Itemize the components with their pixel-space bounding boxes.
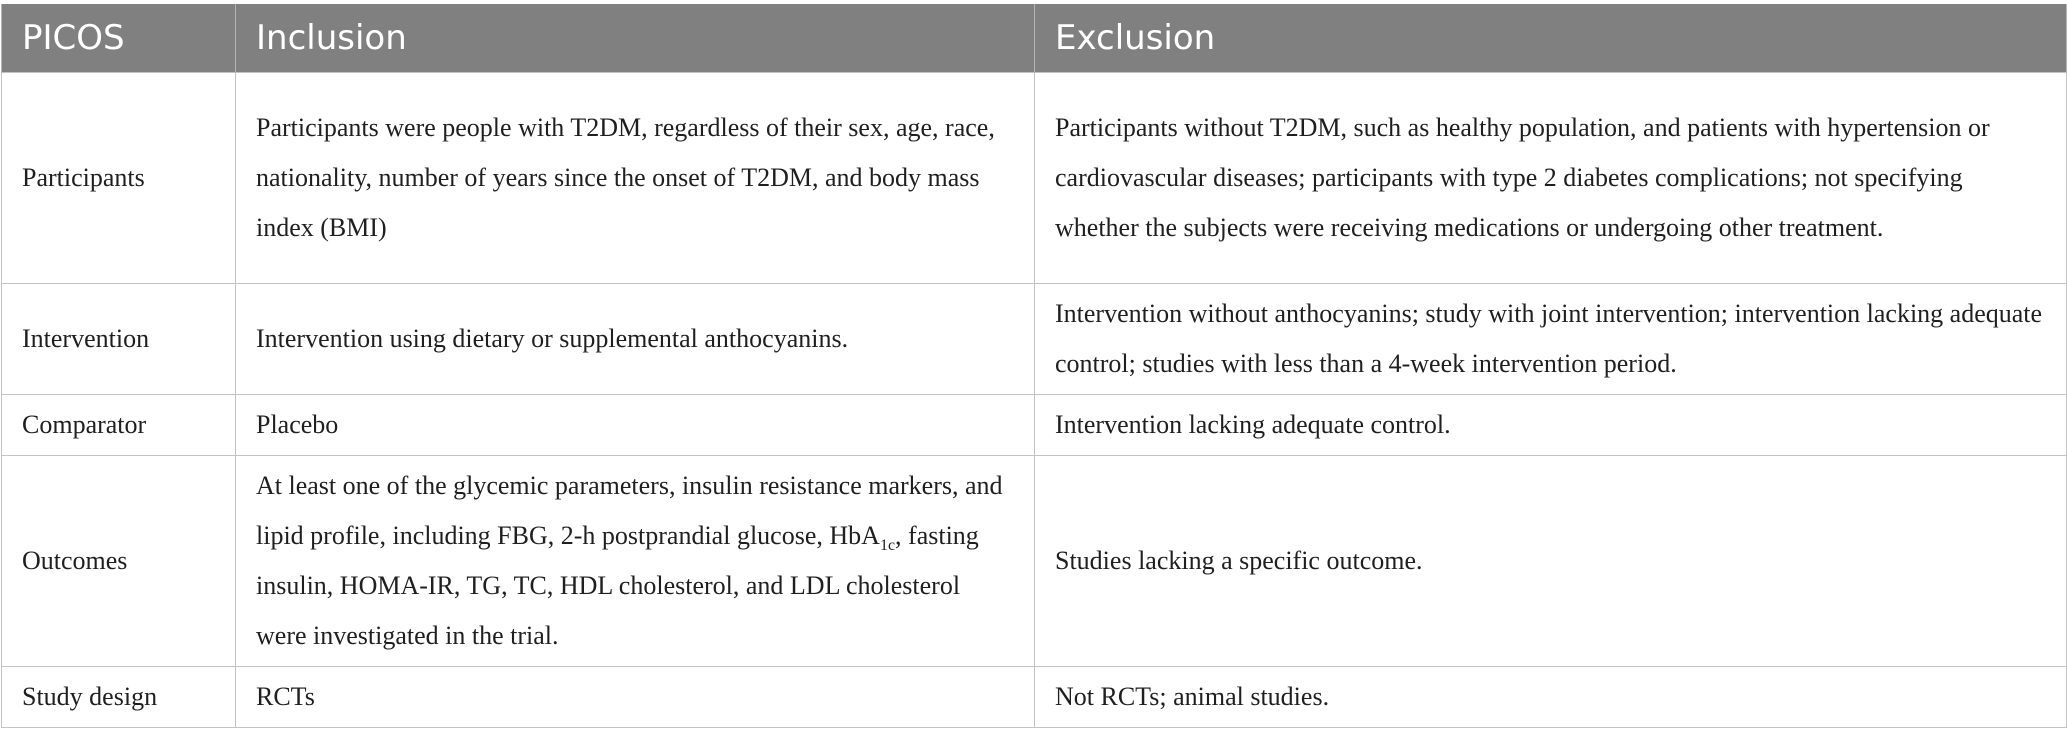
header-exclusion: Exclusion bbox=[1035, 4, 2067, 73]
cell-inclusion-comparator: Placebo bbox=[236, 395, 1035, 456]
cell-exclusion-intervention: Intervention without anthocyanins; study with joint intervention; intervention lacking adequate control; studies with less than a 4-week intervention period. bbox=[1035, 284, 2067, 395]
cell-picos-outcomes: Outcomes bbox=[2, 456, 236, 667]
cell-picos-intervention: Intervention bbox=[2, 284, 236, 395]
cell-picos-comparator: Comparator bbox=[2, 395, 236, 456]
cell-picos-participants: Participants bbox=[2, 73, 236, 284]
outcomes-text-after: , fasting insulin, HOMA-IR, TG, TC, HDL cholesterol, and LDL cholesterol were investigated in the trial. bbox=[256, 521, 979, 650]
cell-exclusion-participants: Participants without T2DM, such as healthy population, and patients with hypertension or cardiovascular diseases; participants with type 2 diabetes complications; not specifying whether the subjects were receiving medications or undergoing other treatment. bbox=[1035, 73, 2067, 284]
picos-table bbox=[1, 4, 2067, 728]
header-inclusion: Inclusion bbox=[236, 4, 1035, 73]
table-row bbox=[2, 284, 2067, 395]
table-row bbox=[2, 456, 2067, 667]
cell-inclusion-intervention: Intervention using dietary or supplemental anthocyanins. bbox=[236, 284, 1035, 395]
cell-exclusion-study-design: Not RCTs; animal studies. bbox=[1035, 667, 2067, 728]
outcomes-text-before: At least one of the glycemic parameters, insulin resistance markers, and lipid profile, including FBG, 2-h postprandial glucose, HbA bbox=[256, 471, 1003, 550]
cell-exclusion-outcomes: Studies lacking a specific outcome. bbox=[1035, 456, 2067, 667]
cell-inclusion-outcomes bbox=[236, 456, 1035, 667]
cell-inclusion-participants: Participants were people with T2DM, regardless of their sex, age, race, nationality, number of years since the onset of T2DM, and body mass index (BMI) bbox=[236, 73, 1035, 284]
table-row bbox=[2, 73, 2067, 284]
picos-table-container bbox=[1, 4, 2066, 728]
hba1c-subscript: 1c bbox=[879, 537, 896, 554]
table-row bbox=[2, 667, 2067, 728]
cell-inclusion-study-design: RCTs bbox=[236, 667, 1035, 728]
header-picos: PICOS bbox=[2, 4, 236, 73]
cell-exclusion-comparator: Intervention lacking adequate control. bbox=[1035, 395, 2067, 456]
table-row bbox=[2, 395, 2067, 456]
table-header-row bbox=[2, 4, 2067, 73]
cell-picos-study-design: Study design bbox=[2, 667, 236, 728]
